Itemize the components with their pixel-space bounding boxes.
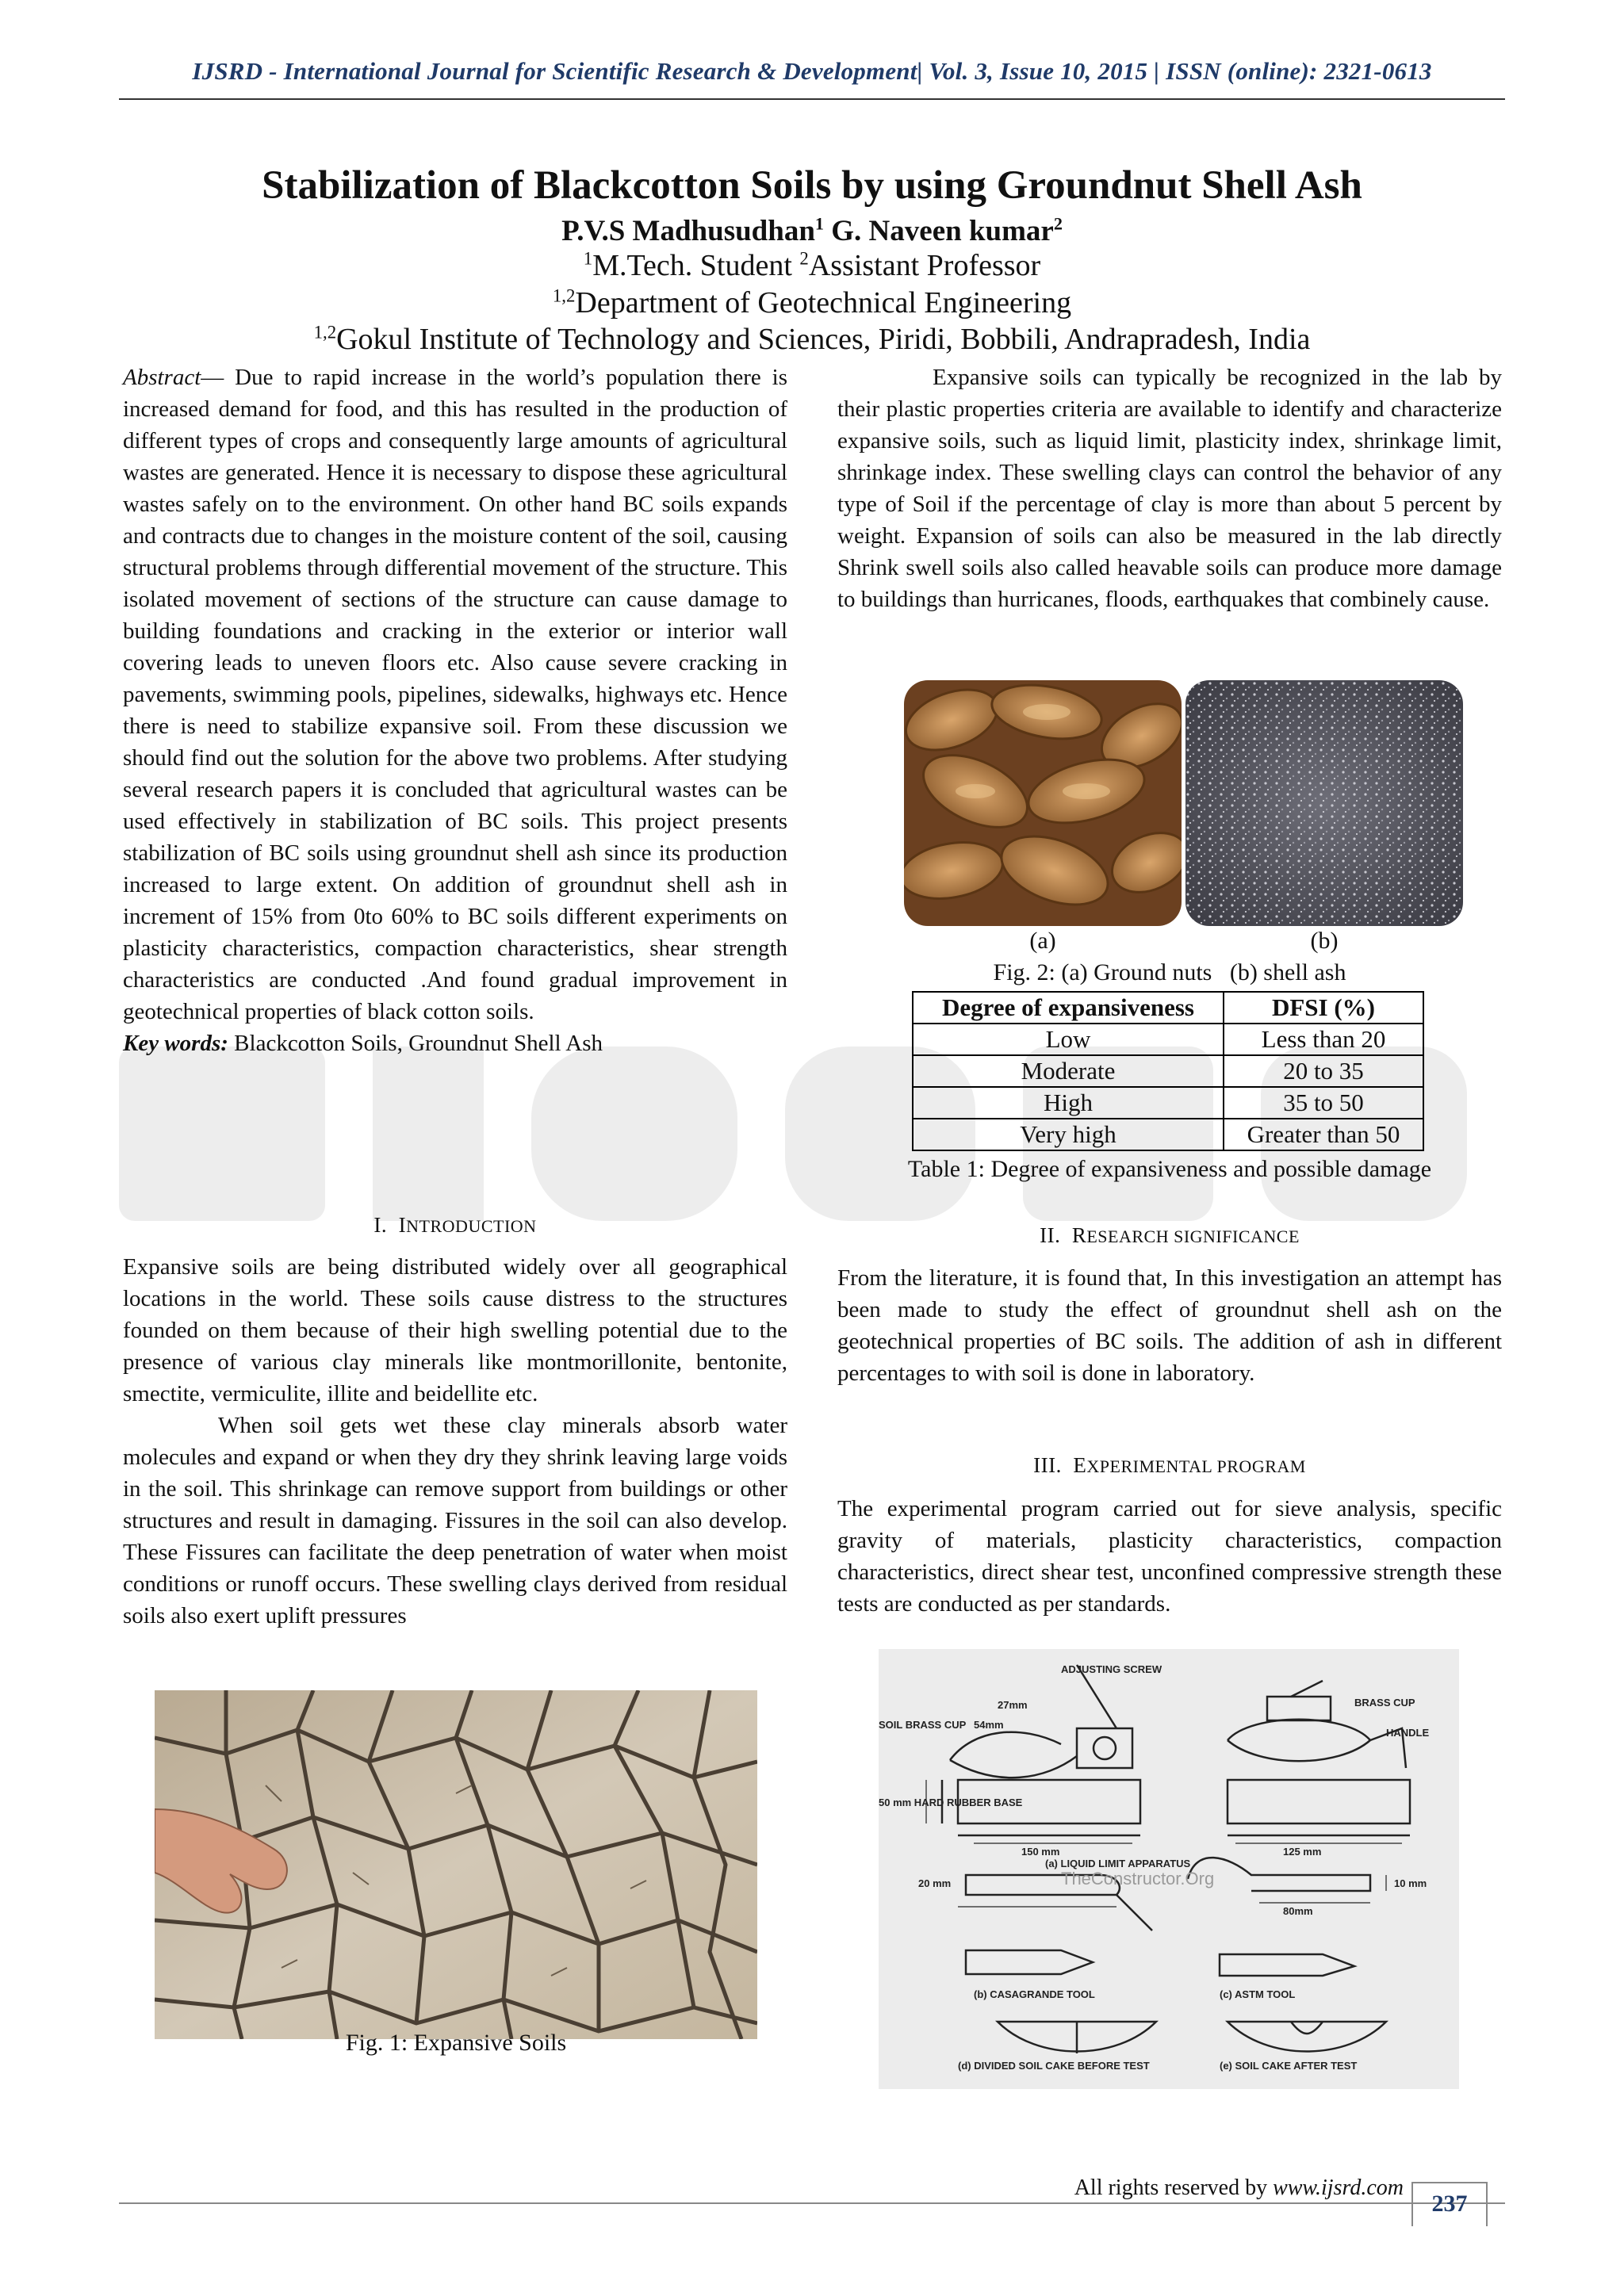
figure-1-caption: Fig. 1: Expansive Soils	[345, 2030, 567, 2056]
abstract-text: — Due to rapid increase in the world’s population there is increased demand for food, and this has resulted in the production of different types of crops and consequently large amounts of agricultural wastes are generated. Hence it is necessary to dispose these agricultural wastes safely on to the environment. On other hand BC soils expands and contracts due to changes in the moisture content of the soil, causing structural problems through differential movement of the structure. This isolated movement of sections of the structure can cause damage to building foundations and cracking in the exterior or interior wall covering leads to uneven floors etc. Also cause severe cracking in pavements, swimming pools, pipelines, sidewalks, highways etc. Hence there is need to stabilize expansive soil. From these discussion we should find out the solution for the above two problems. After studying several research papers it is concluded that agricultural wastes can be used effectively in stabilization of BC soils. This project presents stabilization of BC soils using groundnut shell ash since its production increased to large extent. On addition of groundnut shell ash in increment of 15% from 0to 60% to BC soils different experiments on plasticity characteristics, compaction characteristics, shear strength characteristics are conducted .And found gradual improvement in geotechnical properties of black cotton soils.	[123, 365, 787, 1024]
intro-paragraph-1: Expansive soils are being distributed widely over all geographical locations in the world. These soils cause distress to the structures founded on them because of their high swelling potential due to the presence of various clay minerals like montmorillonite, bentonite, smectite, vermiculite, illite and beidellite etc.	[123, 1254, 787, 1406]
label-10mm: 10 mm	[1394, 1877, 1427, 1889]
table-cell: Low	[913, 1024, 1224, 1055]
table-row	[913, 1087, 1423, 1119]
label-54mm: 54mm	[974, 1719, 1004, 1731]
research-significance-text: From the literature, it is found that, In this investigation an attempt has been made to study the effect of groundnut shell ash on the geotechnical properties of BC soils. The addition of ash in different percentages to with soil is done in laboratory.	[837, 1265, 1502, 1386]
section-heading-experimental-program: III. EXPERIMENTAL PROGRAM	[1033, 1453, 1306, 1477]
label-20mm: 20 mm	[918, 1877, 952, 1889]
footer-rights: All rights reserved by www.ijsrd.com	[1074, 2175, 1404, 2200]
label-150mm: 150 mm	[1021, 1846, 1060, 1858]
groundnut-shells-photo	[904, 680, 1182, 926]
author-2: G. Naveen kumar	[831, 215, 1054, 247]
table-header-cell: Degree of expansiveness	[913, 992, 1224, 1024]
table-degree-of-expansiveness	[912, 991, 1424, 1151]
header-rule	[119, 98, 1505, 100]
label-hard-rubber-base: 50 mm HARD RUBBER BASE	[879, 1797, 1023, 1808]
table-row	[913, 1119, 1423, 1150]
label-80mm: 80mm	[1283, 1905, 1313, 1917]
table-cell: 20 to 35	[1224, 1055, 1423, 1087]
caption-c-astm: (c) ASTM TOOL	[1220, 1988, 1296, 2000]
caption-e-cake-after: (e) SOIL CAKE AFTER TEST	[1220, 2060, 1358, 2072]
expansive-soil-photo	[155, 1690, 757, 2039]
table-row	[913, 1024, 1423, 1055]
table-cell: High	[913, 1087, 1224, 1119]
caption-a-liquid-limit: (a) LIQUID LIMIT APPARATUS	[1045, 1858, 1191, 1869]
table-1-caption: Table 1: Degree of expansiveness and possible damage	[907, 1156, 1432, 1182]
table-cell: 35 to 50	[1224, 1087, 1423, 1119]
journal-header: IJSRD - International Journal for Scientific Research & Development| Vol. 3, Issue 10, 2015 | ISSN (online): 2321-0613	[192, 57, 1432, 85]
table-header-cell: DFSI (%)	[1224, 992, 1423, 1024]
intro-paragraph-2: When soil gets wet these clay minerals absorb water molecules and expand or when they dry they shrink leaving large voids in the soil. This shrinkage can remove support from buildings or other structures and result in damaging. Fissures in the soil can also develop. These Fissures can facilitate the deep penetration of water when moist conditions or runoff occurs. These swelling clays derived from residual soils also exert uplift pressures	[123, 1413, 787, 1628]
table-cell: Very high	[913, 1119, 1224, 1150]
footer-site-link[interactable]: www.ijsrd.com	[1273, 2175, 1404, 2200]
institution: $^{1,2}$Gokul Institute of Technology and Sciences, Piridi, Bobbili, Andrapradesh, India	[313, 322, 1311, 356]
footer-rule	[119, 2202, 1505, 2204]
section-heading-introduction: I. INTRODUCTION	[373, 1213, 537, 1237]
watermark-text: TheConstructor.Org	[1061, 1869, 1215, 1888]
authors: P.V.S Madhusudhan$^1$ G. Naveen kumar$^2$	[561, 213, 1063, 247]
shell-ash-photo	[1185, 680, 1463, 926]
liquid-limit-apparatus-figure	[879, 1649, 1459, 2089]
figure-2b-label: (b)	[1310, 928, 1339, 954]
label-adjusting-screw: ADJUSTING SCREW	[1061, 1663, 1162, 1675]
caption-b-casagrande: (b) CASAGRANDE TOOL	[974, 1988, 1095, 2000]
experimental-program-text: The experimental program carried out for sieve analysis, specific gravity of materials, plasticity characteristics, compaction characteristics, direct shear test, unconfined compressive strength these tests are conducted as per standards.	[837, 1496, 1502, 1617]
figure-2-caption: Fig. 2: (a) Ground nuts (b) shell ash	[993, 959, 1346, 985]
keywords-label: Key words:	[123, 1031, 228, 1056]
department: $^{1,2}$Department of Geotechnical Engineering	[552, 285, 1072, 320]
right-column-paragraph: Expansive soils can typically be recognized in the lab by their plastic properties criteria are available to identify and characterize expansive soils, such as liquid limit, plasticity index, shrinkage limit, shrinkage index. These swelling clays can control the behavior of any type of Soil if the percentage of clay is more than about 5 percent by weight. Expansion of soils can also be measured in the lab directly Shrink swell soils also called heavable soils can produce more damage to buildings than hurricanes, floods, earthquakes that combinely cause.	[837, 365, 1502, 612]
abstract	[123, 362, 787, 1059]
label-125mm: 125 mm	[1283, 1846, 1322, 1858]
label-brass-cup: BRASS CUP	[1354, 1697, 1415, 1709]
table-cell: Less than 20	[1224, 1024, 1423, 1055]
abstract-label: Abstract	[123, 365, 201, 390]
table-header-row	[913, 992, 1423, 1024]
label-soil-brass-cup: SOIL BRASS CUP	[879, 1719, 967, 1731]
caption-d-divided-cake: (d) DIVIDED SOIL CAKE BEFORE TEST	[958, 2060, 1150, 2072]
paper-title: Stabilization of Blackcotton Soils by using Groundnut Shell Ash	[262, 163, 1362, 208]
figure-2a-label: (a)	[1029, 928, 1056, 954]
keywords: Blackcotton Soils, Groundnut Shell Ash	[234, 1031, 603, 1056]
label-27mm: 27mm	[998, 1699, 1028, 1711]
table-cell: Greater than 50	[1224, 1119, 1423, 1150]
page-number: 237	[1411, 2182, 1488, 2226]
author-1: P.V.S Madhusudhan	[561, 215, 815, 247]
author-roles: $^1$M.Tech. Student $^2$Assistant Professor	[583, 248, 1041, 282]
table-row	[913, 1055, 1423, 1087]
label-handle: HANDLE	[1386, 1727, 1430, 1739]
section-heading-research-significance: II. RESEARCH SIGNIFICANCE	[1040, 1223, 1300, 1247]
introduction-text	[123, 1251, 787, 1632]
table-cell: Moderate	[913, 1055, 1224, 1087]
